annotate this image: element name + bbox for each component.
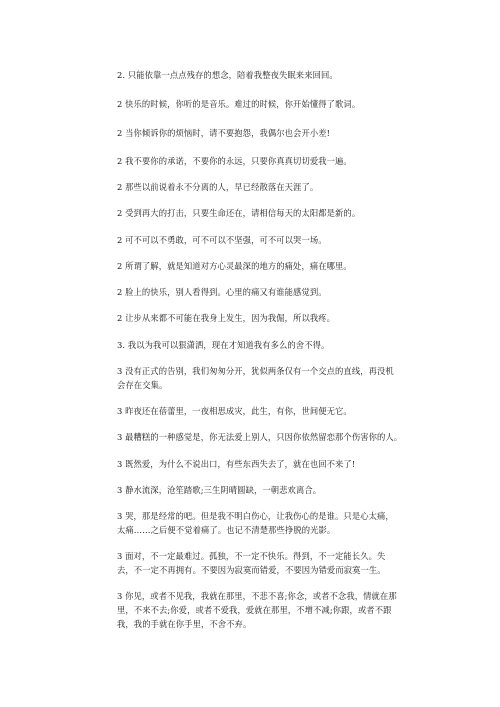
- paragraph-8: 2 所谓了解，就是知道对方心灵最深的地方的痛处，痛在哪里。: [117, 261, 352, 271]
- paragraph-15: 3 既然爱，为什么不说出口，有些东西失去了，就在也回不来了!: [117, 459, 356, 469]
- paragraph-1: 2. 只能依靠一点点残存的想念，陪着我整夜失眠来来回回。: [117, 70, 338, 80]
- paragraph-7: 2 可不可以不勇敢，可不可以不坚强，可不可以哭一场。: [117, 235, 327, 245]
- paragraph-18: 3 面对，不一定最难过。孤独，不一定不快乐。得到，不一定能长久。失去，不一定不再拥有。不要因为寂寞而错爱，不要因为错爱而寂寞一生。: [117, 551, 386, 575]
- paragraph-6: 2 受到再大的打击，只要生命还在，请相信每天的太阳都是新的。: [117, 208, 361, 218]
- paragraph-11: 3. 我以为我可以狠潇洒，现在才知道我有多么的舍不得。: [117, 340, 330, 350]
- paragraph-17: 3 哭，那是经常的吧。但是我不明白伤心，让我伤心的是谁。只是心太痛，太痛……之后便不觉着痛了。也记不清楚那些挣脱的光影。: [117, 511, 394, 535]
- paragraph-14: 3 最糟糕的一种感觉是，你无法爱上别人，只因你依然留恋那个伤害你的人。: [117, 432, 403, 442]
- paragraph-19: 3 你见，或者不见我，我就在那里，不悲不喜;你念，或者不念我，情就在那里，不来不去;你爱，或者不爱我，爱就在那里，不增不减;你跟，或者不跟我，我的手就在你手里，不舍不弃。: [117, 591, 397, 629]
- paragraph-9: 2 脸上的快乐，别人看得到。心里的痛又有谁能感觉到。: [117, 287, 327, 297]
- paragraph-10: 2 让步从来都不可能在我身上发生，因为我倔，所以我疼。: [117, 313, 336, 323]
- paragraph-3: 2 当你倾诉你的烦恼时，请不要抱怨，我偶尔也会开小差!: [117, 128, 331, 138]
- paragraph-13: 3 昨夜还在蓓蕾里，一夜相思成灾，此生，有你，世间便无它。: [117, 406, 352, 416]
- paragraph-16: 3 静水流深，沧笙踏歌;三生阴晴圆缺，一朝悲欢离合。: [117, 485, 322, 495]
- paragraph-4: 2 我不要你的承诺，不要你的永远，只要你真真切切爱我一遍。: [117, 156, 352, 166]
- paragraph-2: 2 快乐的时候，你听的是音乐。难过的时候，你开始懂得了歌词。: [117, 99, 361, 109]
- paragraph-5: 2 那些以前说着永不分离的人，早已经散落在天涯了。: [117, 182, 319, 192]
- paragraph-12: 3 没有正式的告别，我们匆匆分开，犹似两条仅有一个交点的直线，再没机会存在交集。: [117, 366, 394, 390]
